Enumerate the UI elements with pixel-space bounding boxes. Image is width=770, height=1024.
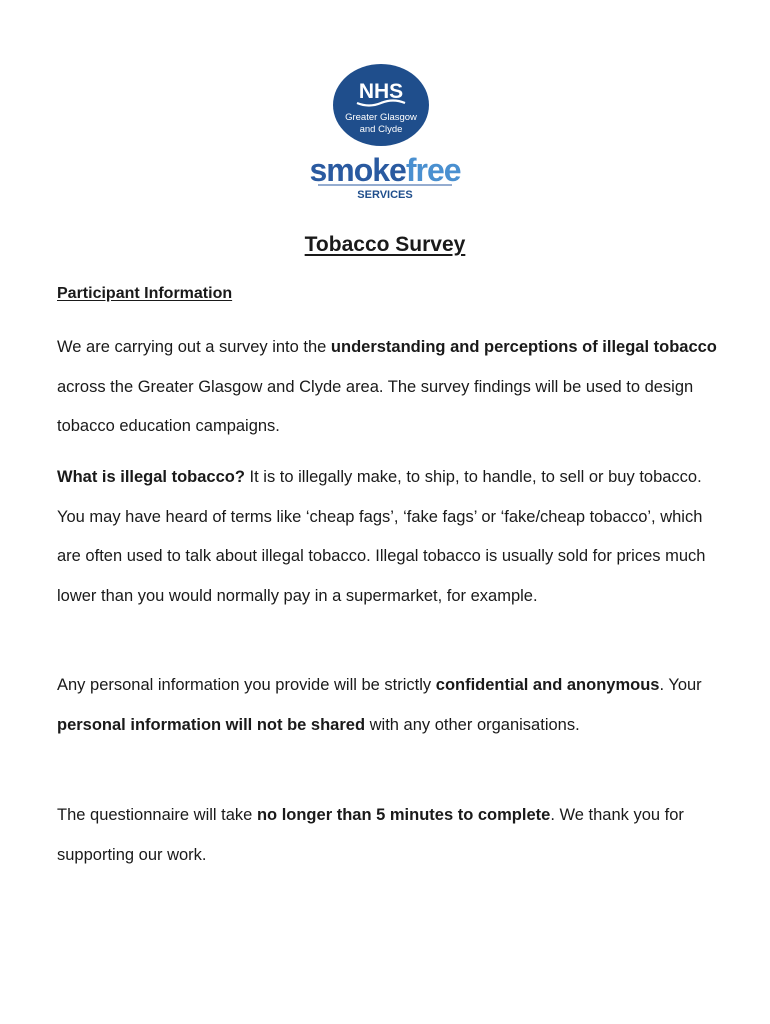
nhs-text: NHS xyxy=(358,80,404,103)
p1-text-a: We are carrying out a survey into the xyxy=(57,338,331,356)
paragraph-illegal-tobacco xyxy=(57,458,717,616)
section-heading: Participant Information xyxy=(57,285,233,302)
p2-bold-a: What is illegal tobacco? xyxy=(57,468,245,486)
p1-bold-b: understanding and perceptions of illegal tobacco xyxy=(330,338,717,356)
smokefree-wordmark xyxy=(309,152,460,188)
brand-part2: free xyxy=(405,152,461,188)
p3-text-a: Any personal information you provide will be strictly xyxy=(57,676,436,694)
p4-text-c: . We thank you for supporting our work. xyxy=(57,806,684,864)
p3-text-e: with any other organisations. xyxy=(365,715,580,734)
board-line2: and Clyde xyxy=(359,124,403,135)
nhs-smokefree-logo xyxy=(300,62,470,207)
services-label: SERVICES xyxy=(357,189,413,201)
p1-text-c: across the Greater Glasgow and Clyde area. The survey findings will be used to design tobacco education campaigns. xyxy=(57,377,694,435)
paragraph-duration xyxy=(57,796,717,875)
p2-text-b: It is to illegally make, to ship, to handle, to sell or buy tobacco. You may have heard of terms like ‘cheap fags’, ‘fake fags’ or ‘fake/cheap tobacco’, which are often used to talk about illegal tobacco. Illegal tobacco is usually sold for prices much lower than you would normally pay in a supermarket, for example. xyxy=(57,468,706,605)
brand-part1: smoke xyxy=(309,152,406,188)
p3-bold-b: confidential and anonymous xyxy=(435,676,660,694)
paragraph-confidentiality xyxy=(57,666,717,745)
page-title: Tobacco Survey xyxy=(304,233,466,256)
p3-text-c: . Your xyxy=(659,676,702,694)
p4-bold-b: no longer than 5 minutes to complete xyxy=(256,806,551,824)
p4-text-a: The questionnaire will take xyxy=(57,806,257,824)
logo-graphic xyxy=(300,62,470,207)
p3-bold-d: personal information will not be shared xyxy=(57,715,366,734)
board-line1: Greater Glasgow xyxy=(345,112,417,123)
paragraph-survey-purpose xyxy=(57,328,717,447)
